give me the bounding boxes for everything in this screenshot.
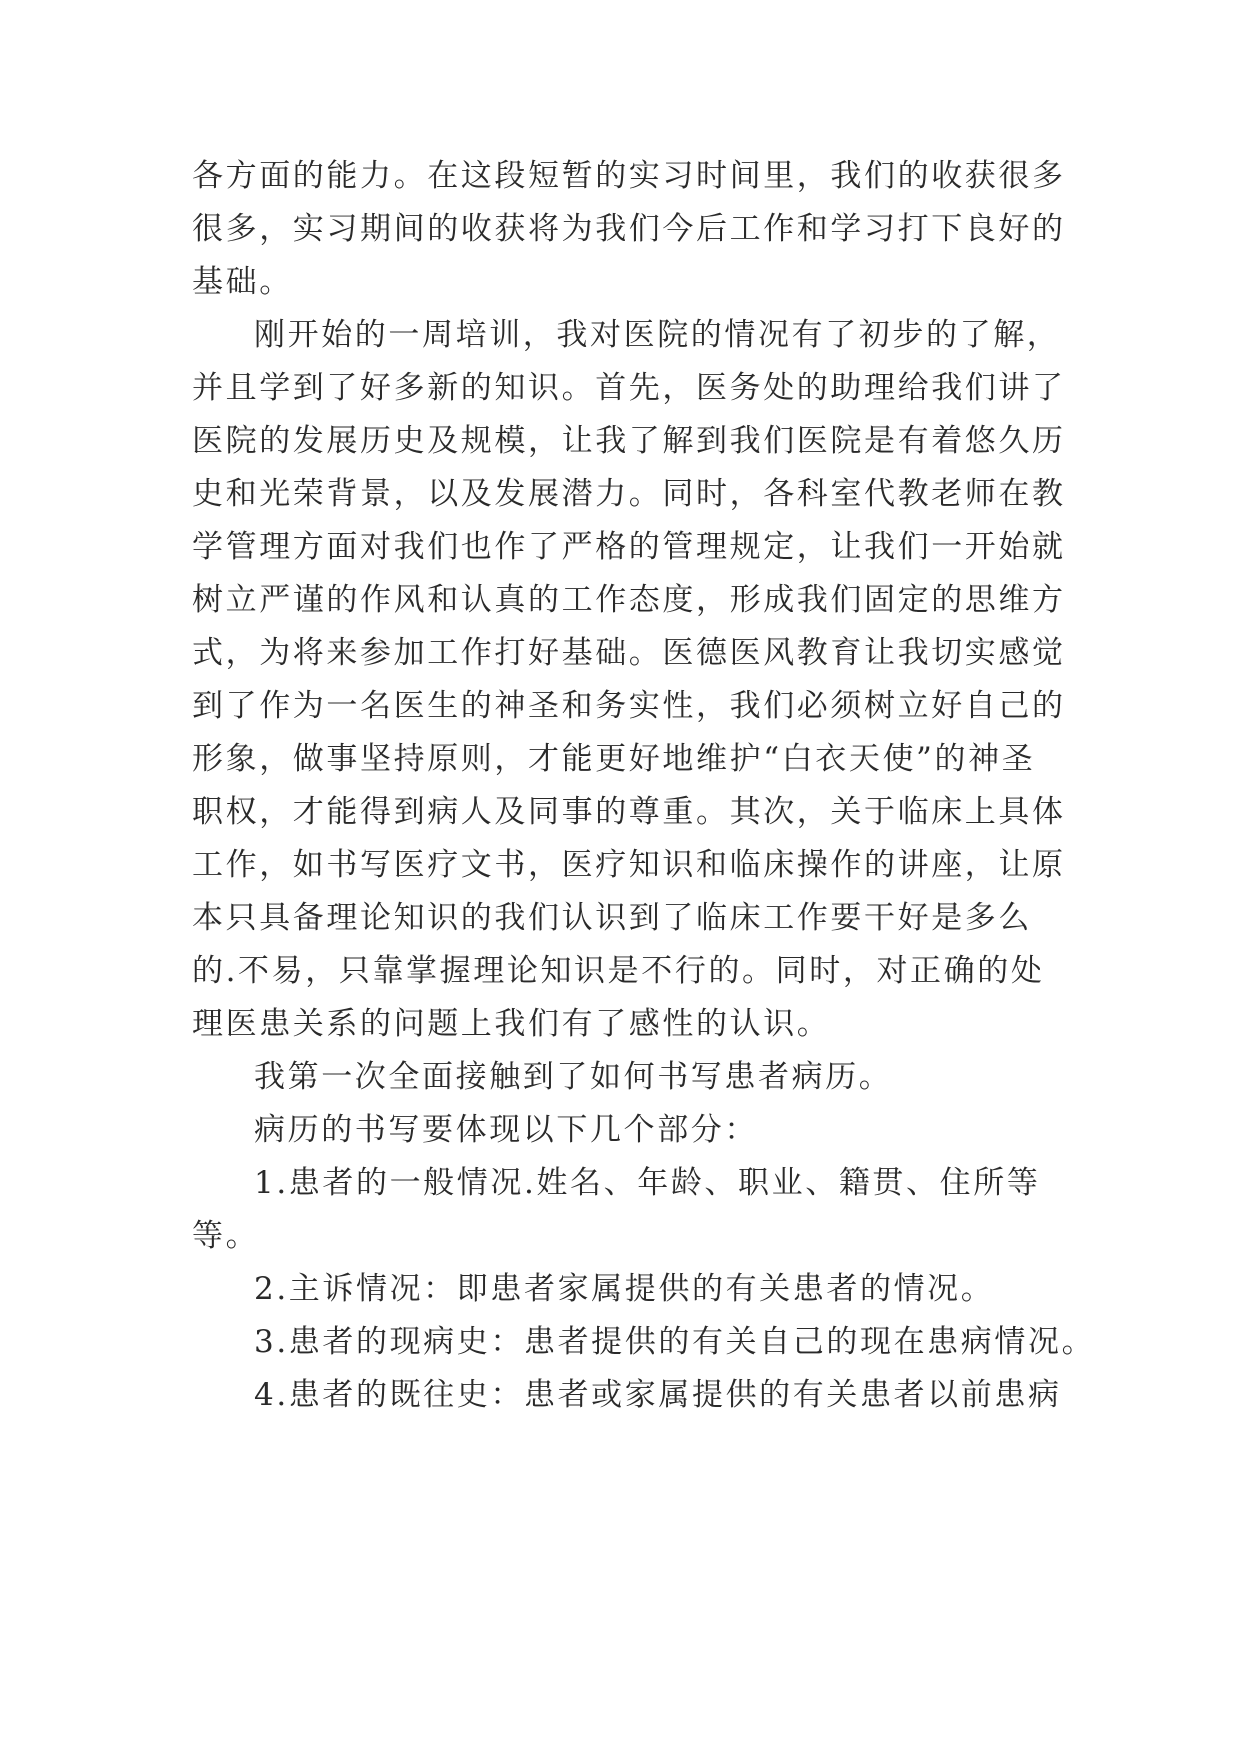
text-line: 医院的发展历史及规模，让我了解到我们医院是有着悠久历 bbox=[192, 423, 1066, 459]
paragraph-first-line: 病历的书写要体现以下几个部分： bbox=[254, 1112, 758, 1148]
text-line: 史和光荣背景，以及发展潜力。同时，各科室代教老师在教 bbox=[192, 476, 1066, 512]
text-line: 理医患关系的问题上我们有了感性的认识。 bbox=[192, 1006, 831, 1042]
list-item-line: 1.患者的一般情况.姓名、年龄、职业、籍贯、住所等 bbox=[254, 1165, 1041, 1201]
list-item-line: 3.患者的现病史：患者提供的有关自己的现在患病情况。 bbox=[254, 1324, 1096, 1360]
text-line: 学管理方面对我们也作了严格的管理规定，让我们一开始就 bbox=[192, 529, 1066, 565]
text-line: 并且学到了好多新的知识。首先，医务处的助理给我们讲了 bbox=[192, 370, 1066, 406]
list-item-line: 4.患者的既往史：患者或家属提供的有关患者以前患病 bbox=[254, 1377, 1062, 1413]
text-line: 很多，实习期间的收获将为我们今后工作和学习打下良好的 bbox=[192, 211, 1066, 247]
text-line: 职权，才能得到病人及同事的尊重。其次，关于临床上具体 bbox=[192, 794, 1066, 830]
paragraph-first-line: 刚开始的一周培训，我对医院的情况有了初步的了解， bbox=[254, 317, 1061, 353]
text-line: 工作，如书写医疗文书，医疗知识和临床操作的讲座，让原 bbox=[192, 847, 1066, 883]
text-line: 基础。 bbox=[192, 264, 293, 300]
text-line: 树立严谨的作风和认真的工作态度，形成我们固定的思维方 bbox=[192, 582, 1066, 618]
text-line: 本只具备理论知识的我们认识到了临床工作要干好是多么 bbox=[192, 900, 1032, 936]
paragraph-first-line: 我第一次全面接触到了如何书写患者病历。 bbox=[254, 1059, 893, 1095]
text-line: 式，为将来参加工作打好基础。医德医风教育让我切实感觉 bbox=[192, 635, 1066, 671]
list-item-line: 2.主诉情况：即患者家属提供的有关患者的情况。 bbox=[254, 1271, 995, 1307]
text-line: 等。 bbox=[192, 1218, 260, 1254]
text-line: 的.不易，只靠掌握理论知识是不行的。同时，对正确的处 bbox=[192, 953, 1045, 989]
text-line: 到了作为一名医生的神圣和务实性，我们必须树立好自己的 bbox=[192, 688, 1066, 724]
text-line: 各方面的能力。在这段短暂的实习时间里，我们的收获很多 bbox=[192, 158, 1066, 194]
text-line: 形象，做事坚持原则，才能更好地维护“白衣天使”的神圣 bbox=[192, 741, 1036, 777]
